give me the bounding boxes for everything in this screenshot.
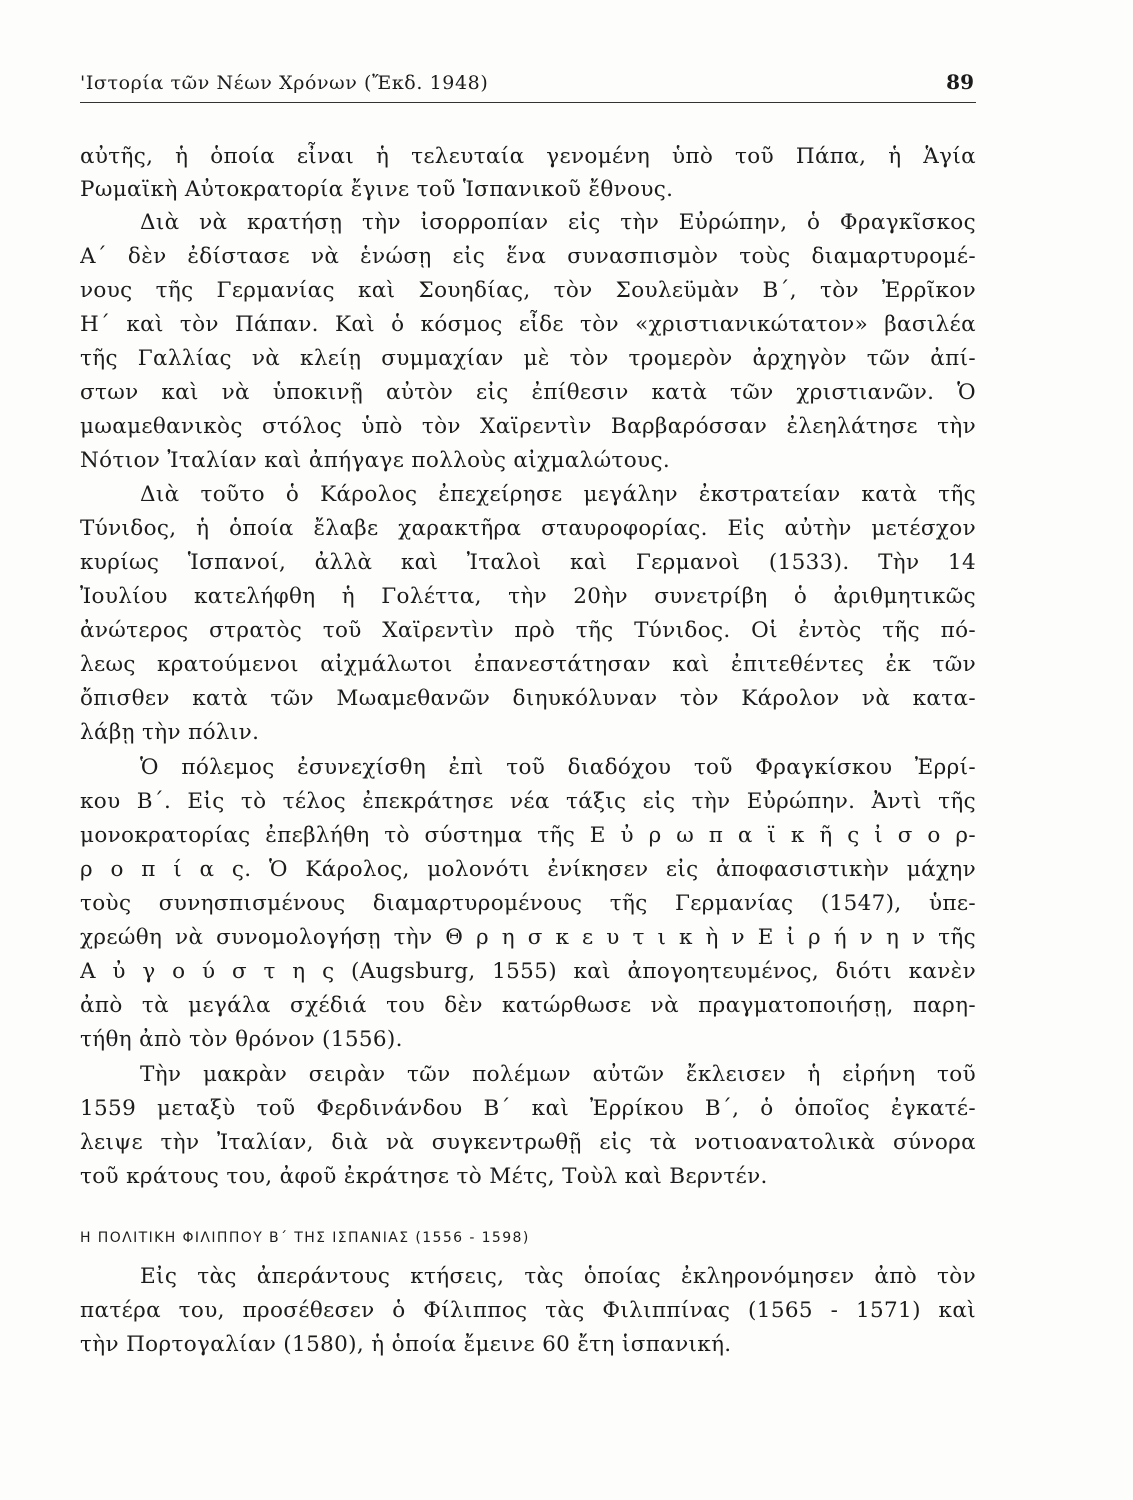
text-line: λειψε τὴν Ἰταλίαν, διὰ νὰ συγκεντρωθῇ εἰς τὰ νοτιοανατολικὰ σύνορα [80,1130,976,1155]
text-line: Τύνιδος, ἡ ὁποία ἔλαβε χαρακτῆρα σταυροφορίας. Εἰς αὐτὴν μετέσχον [80,516,976,541]
text-line: μονοκρατορίας ἐπεβλήθη τὸ σύστημα τῆς Ε ὐ ρ ω π α ϊ κ ῆ ς ἰ σ ο ρ- [80,823,976,848]
text-line: Ὁ πόλεμος ἐσυνεχίσθη ἐπὶ τοῦ διαδόχου τοῦ Φραγκίσκου Ἐρρί- [140,755,976,780]
section-heading: Η ΠΟΛΙΤΙΚΗ ΦΙΛΙΠΠΟΥ Β΄ ΤΗΣ ΙΣΠΑΝΙΑΣ (1556 - 1598) [80,1230,530,1246]
text-line: αὐτῆς, ἡ ὁποία εἶναι ἡ τελευταία γενομένη ὑπὸ τοῦ Πάπα, ἡ Ἁγία [80,144,976,169]
header-title: 'Ιστορία τῶν Νέων Χρόνων (Ἔκδ. 1948) [80,72,489,94]
text-line: ρ ο π ί α ς. Ὁ Κάρολος, μολονότι ἐνίκησεν εἰς ἀποφασιστικὴν μάχην [80,857,976,882]
text-line: Εἰς τὰς ἀπεράντους κτήσεις, τὰς ὁποίας ἐκληρονόμησεν ἀπὸ τὸν [140,1264,976,1289]
text-line: τῆς Γαλλίας νὰ κλείῃ συμμαχίαν μὲ τὸν τρομερὸν ἀρχηγὸν τῶν ἀπί- [80,346,976,371]
text-line: χρεώθη νὰ συνομολογήσῃ τὴν Θ ρ η σ κ ε υ τ ι κ ὴ ν Ε ἰ ρ ή ν η ν τῆς [80,925,976,950]
text-line: Νότιον Ἰταλίαν καὶ ἀπήγαγε πολλοὺς αἰχμαλώτους. [80,448,671,473]
text-line: Ἰουλίου κατελήφθη ἡ Γολέττα, τὴν 20ὴν συνετρίβη ὁ ἀριθμητικῶς [80,584,976,609]
text-line: Α ὐ γ ο ύ σ τ η ς (Augsburg, 1555) καὶ ἀπογοητευμένος, διότι κανὲν [80,959,976,984]
text-line: Η΄ καὶ τὸν Πάπαν. Καὶ ὁ κόσμος εἶδε τὸν «χριστιανικώτατον» βασιλέα [80,312,976,337]
text-line: πατέρα του, προσέθεσεν ὁ Φίλιππος τὰς Φιλιππίνας (1565 - 1571) καὶ [80,1298,976,1323]
text-line: Α΄ δὲν ἐδίστασε νὰ ἑνώσῃ εἰς ἕνα συνασπισμὸν τοὺς διαμαρτυρομέ- [80,244,976,269]
text-line: ὄπισθεν κατὰ τῶν Μωαμεθανῶν διηυκόλυναν τὸν Κάρολον νὰ κατα- [80,686,976,711]
page-number: 89 [946,70,974,94]
text-line: Τὴν μακρὰν σειρὰν τῶν πολέμων αὐτῶν ἔκλεισεν ἡ εἰρήνη τοῦ [140,1062,976,1087]
text-line: κου Β΄. Εἰς τὸ τέλος ἐπεκράτησε νέα τάξις εἰς τὴν Εὐρώπην. Ἀντὶ τῆς [80,789,976,814]
text-line: τοὺς συνησπισμένους διαμαρτυρομένους τῆς Γερμανίας (1547), ὑπε- [80,891,976,916]
text-line: λεως κρατούμενοι αἰχμάλωτοι ἐπανεστάτησαν καὶ ἐπιτεθέντες ἐκ τῶν [80,652,976,677]
text-line: κυρίως Ἱσπανοί, ἀλλὰ καὶ Ἰταλοὶ καὶ Γερμανοὶ (1533). Τὴν 14 [80,550,976,575]
text-line: τοῦ κράτους του, ἀφοῦ ἐκράτησε τὸ Μέτς, Τοὺλ καὶ Βερντέν. [80,1164,768,1189]
text-line: 1559 μεταξὺ τοῦ Φερδινάνδου Β΄ καὶ Ἐρρίκου Β΄, ὁ ὁποῖος ἐγκατέ- [80,1096,976,1121]
text-line: στων καὶ νὰ ὑποκινῇ αὐτὸν εἰς ἐπίθεσιν κατὰ τῶν χριστιανῶν. Ὁ [80,380,976,405]
text-line: Διὰ νὰ κρατήσῃ τὴν ἰσορροπίαν εἰς τὴν Εὐρώπην, ὁ Φραγκῖσκος [140,210,976,235]
running-header [80,70,976,103]
text-line: Διὰ τοῦτο ὁ Κάρολος ἐπεχείρησε μεγάλην ἐκστρατείαν κατὰ τῆς [140,482,976,507]
text-line: Ρωμαϊκὴ Αὐτοκρατορία ἔγινε τοῦ Ἱσπανικοῦ ἔθνους. [80,177,674,202]
text-line: λάβῃ τὴν πόλιν. [80,720,260,745]
text-line: ἀπὸ τὰ μεγάλα σχέδιά του δὲν κατώρθωσε νὰ πραγματοποιήσῃ, παρη- [80,993,976,1018]
text-line: νους τῆς Γερμανίας καὶ Σουηδίας, τὸν Σουλεϋμὰν Β΄, τὸν Ἐρρῖκον [80,278,976,303]
text-line: τήθη ἀπὸ τὸν θρόνον (1556). [80,1027,403,1052]
text-line: μωαμεθανικὸς στόλος ὑπὸ τὸν Χαϊρεντὶν Βαρβαρόσσαν ἐλεηλάτησε τὴν [80,414,976,439]
text-line: ἀνώτερος στρατὸς τοῦ Χαϊρεντὶν πρὸ τῆς Τύνιδος. Οἱ ἐντὸς τῆς πό- [80,618,976,643]
text-line: τὴν Πορτογαλίαν (1580), ἡ ὁποία ἔμεινε 60 ἔτη ἱσπανική. [80,1332,732,1357]
